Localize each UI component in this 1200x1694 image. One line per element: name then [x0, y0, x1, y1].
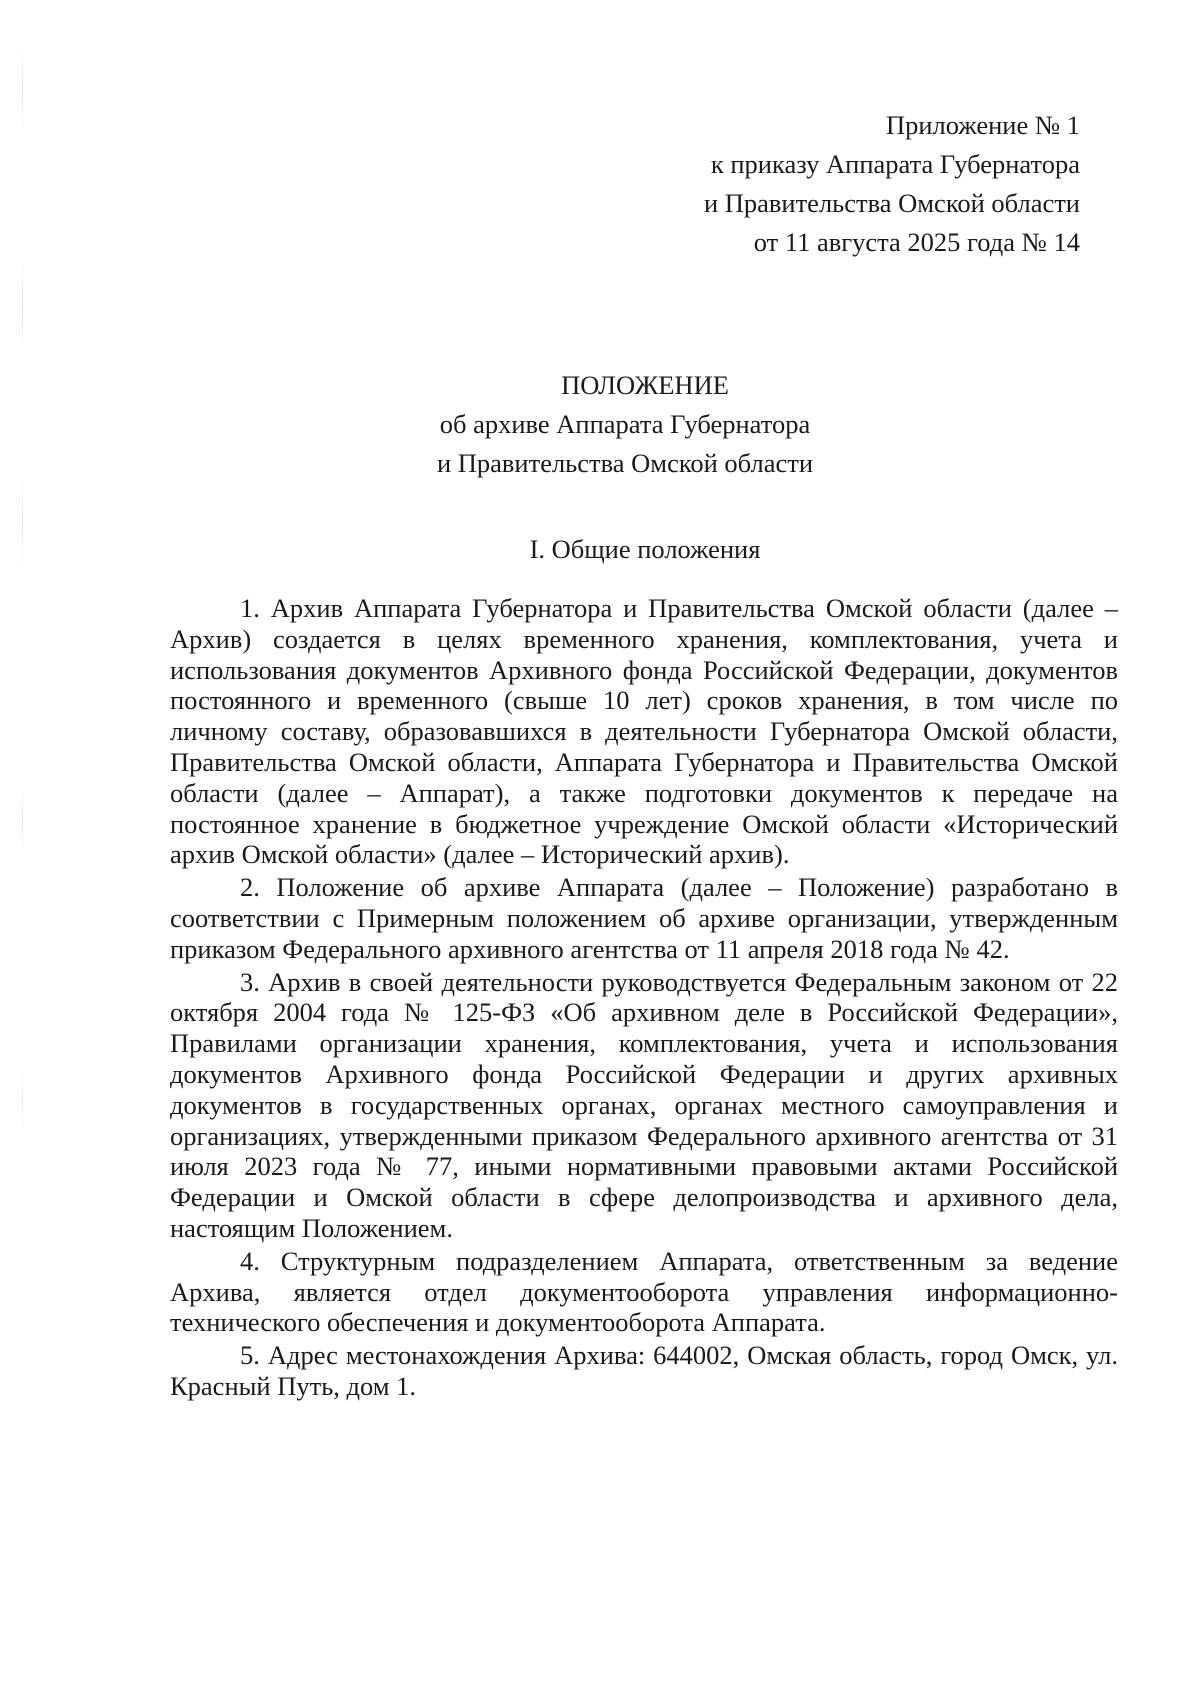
paragraph-4: 4. Структурным подразделением Аппарата, ответственным за ведение Архива, является отдел документооборота управления информационно-технического обеспечения и документооборота Аппарата. [170, 1245, 1118, 1338]
section-heading: I. Общие положения [529, 534, 761, 564]
paragraph-5: 5. Адрес местонахождения Архива: 644002, Омская область, город Омск, ул. Красный Путь, дом 1. [170, 1340, 1118, 1401]
document-body [170, 593, 1118, 1402]
title-subtitle-2: и Правительства Омской области [436, 448, 814, 478]
appendix-header [704, 106, 1080, 262]
paragraph-2: 2. Положение об архиве Аппарата (далее – Положение) разработано в соответствии с Примерным положением об архиве организации, утвержденным приказом Федерального архивного агентства от 11 апреля 2018 года № 42. [170, 872, 1118, 964]
appendix-number: Приложение № 1 [885, 110, 1080, 140]
scan-edge-marks [22, 40, 23, 1600]
title-main: ПОЛОЖЕНИЕ [561, 370, 729, 400]
appendix-date: от 11 августа 2025 года № 14 [753, 227, 1080, 257]
paragraph-3: 3. Архив в своей деятельности руководствуется Федеральным законом от 22 октября 2004 года № 125-ФЗ «Об архивном деле в Российской Федерации», Правилами организации хранения, комплектования, учета и использования документов Архивного фонда Российской Федерации и других архивных документов в государственных органах, органах местного самоуправления и организациях, утвержденными приказом Федерального архивного агентства от 31 июля 2023 года № 77, иными нормативными правовыми актами Российской Федерации и Омской области в сфере делопроизводства и архивного дела, настоящим Положением. [170, 966, 1118, 1243]
appendix-authority: и Правительства Омской области [703, 188, 1080, 218]
appendix-order-ref: к приказу Аппарата Губернатора [710, 149, 1080, 179]
paragraph-1: 1. Архив Аппарата Губернатора и Правительства Омской области (далее – Архив) создается в целях временного хранения, комплектования, учета и использования документов Архивного фонда Российской Федерации, документов постоянного и временного (свыше 10 лет) сроков хранения, в том числе по личному составу, образовавшихся в деятельности Губернатора Омской области, Правительства Омской области, Аппарата Губернатора и Правительства Омской области (далее – Аппарат), а также подготовки документов к передаче на постоянное хранение в бюджетное учреждение Омской области «Исторический архив Омской области» (далее – Исторический архив). [170, 593, 1118, 870]
title-subtitle-1: об архиве Аппарата Губернатора [439, 409, 811, 439]
document-title [0, 366, 1200, 483]
